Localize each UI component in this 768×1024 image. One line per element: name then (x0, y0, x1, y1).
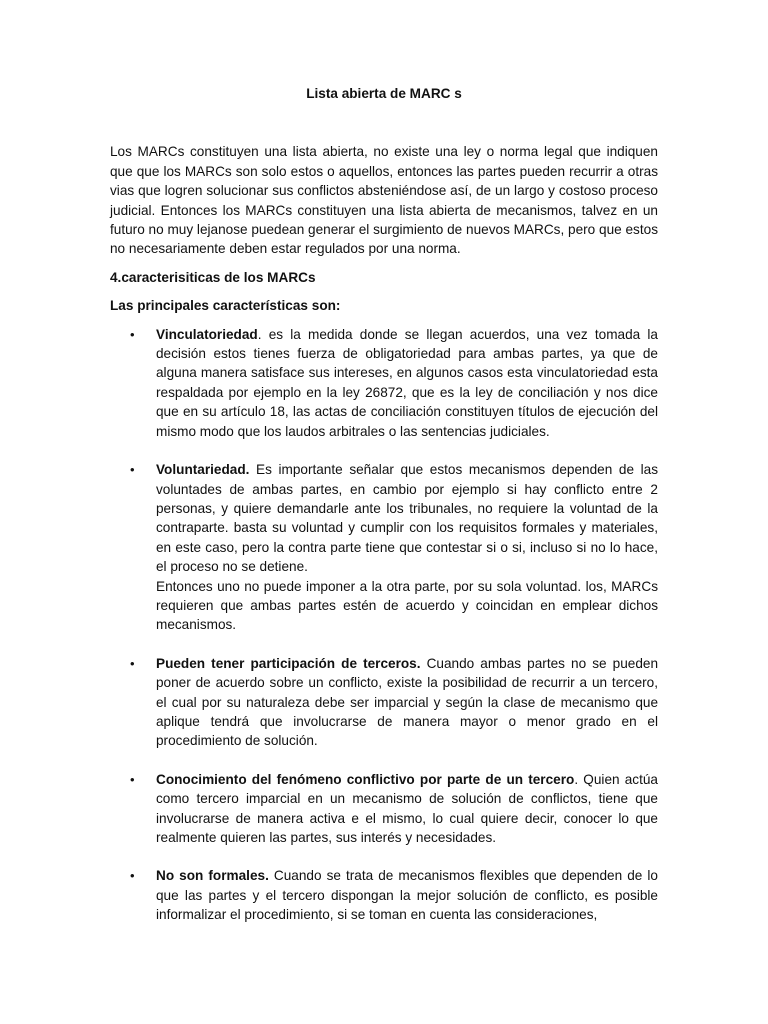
list-item-vinculatoriedad (110, 325, 658, 441)
item-text: es la medida donde se llegan acuerdos, una vez tomada la decisión estos tienes fuerza de obligatoriedad para ambas partes, ya que de alguna manera satisface sus intereses, en algunos casos esta vinculatoriedad esta respaldada por ejemplo en la ley 26872, que es la ley de conciliación y nos dice que en su artículo 18, las actas de conciliación constituyen títulos de ejecución del mismo modo que los laudos arbitrales o las sentencias judiciales. (156, 326, 658, 439)
bullet-icon: • (130, 326, 135, 342)
characteristics-subheading: Las principales características son: (110, 298, 341, 314)
item-extra-text: Entonces uno no puede imponer a la otra parte, por su sola voluntad. los, MARCs requieren que ambas partes estén de acuerdo y coincidan en emplear dichos mecanismos. (156, 578, 658, 633)
intro-paragraph: Los MARCs constituyen una lista abierta, no existe una ley o norma legal que indiquen que que los MARCs son solo estos o aquellos, entonces las partes pueden recurrir a otras vias que logren solucionar sus conflictos absteniéndose así, de un largo y costoso proceso judicial. Entonces los MARCs constituyen una lista abierta de mecanismos, talvez en un futuro no muy lejanose puedean generar el surgimiento de nuevos MARCs, pero que estos no necesariamente deben estar regulados por una norma. (110, 144, 658, 257)
item-text: Es importante señalar que estos mecanismos dependen de las voluntades de ambas partes, en cambio por ejemplo si hay conflicto entre 2 personas, y quiere demandarle ante los tribunales, no requiere la voluntad de la contraparte. basta su voluntad y cumplir con los requisitos formales y materiales, en este caso, pero la contra parte tiene que contestar si o si, incluso si no lo hace, el proceso no se detiene. (156, 462, 658, 575)
item-text: Cuando se trata de mecanismos flexibles que dependen de lo que las partes y el tercero dispongan la mejor solución de conflicto, es posible informalizar el procedimiento, si se toman en cuenta las consideraciones, (156, 868, 658, 923)
bullet-icon: • (130, 655, 135, 671)
item-term-separator: . (257, 326, 262, 342)
item-term-separator: . (574, 771, 579, 787)
bullet-icon: • (130, 462, 135, 478)
list-item-no-formales (110, 866, 658, 924)
bullet-icon: • (130, 868, 135, 884)
item-text: Quien actúa como tercero imparcial en un mecanismo de solución de conflictos, tiene que involucrarse de manera activa e el mismo, lo cual quiere decir, conocer lo que realmente quieren las partes, sus interés y necesidades. (156, 771, 658, 845)
bullet-icon: • (130, 771, 135, 787)
item-term: Conocimiento del fenómeno conflictivo por parte de un tercero (156, 771, 575, 787)
document-title: Lista abierta de MARC s (306, 86, 462, 101)
section-heading: 4.caracterisiticas de los MARCs (110, 269, 316, 285)
list-item-conocimiento-conflicto (110, 770, 658, 848)
item-text: Cuando ambas partes no se pueden poner de acuerdo sobre un conflicto, existe la posibilidad de recurrir a un tercero, el cual por su naturaleza debe ser imparcial y según la clase de mecanismo que aplique tendrá que involucrarse de manera mayor o menor grado en el procedimiento de solución. (156, 655, 659, 749)
item-term: Pueden tener participación de terceros. (156, 655, 421, 671)
list-item-voluntariedad (110, 460, 658, 635)
characteristics-list (110, 325, 658, 925)
list-item-participacion-terceros (110, 654, 658, 751)
item-term: No son formales. (156, 868, 269, 884)
item-term: Voluntariedad. (156, 462, 250, 478)
item-term: Vinculatoriedad (156, 326, 258, 342)
